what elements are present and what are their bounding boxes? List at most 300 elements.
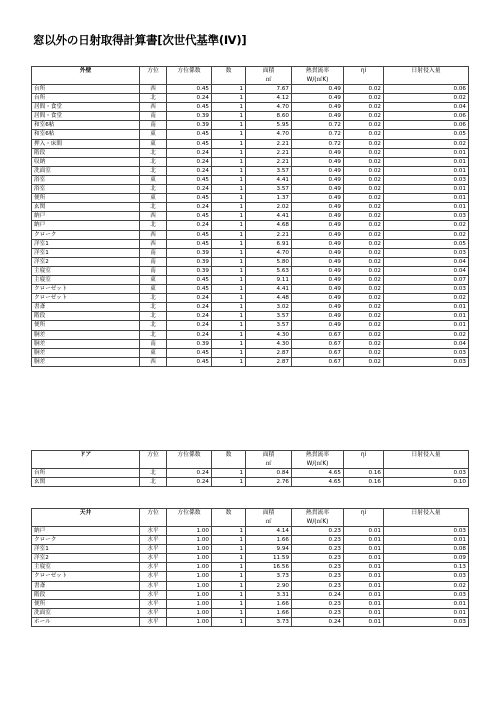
direction-cell: 西 bbox=[140, 230, 167, 239]
area-cell: 5.80 bbox=[246, 257, 292, 266]
room-cell: 胴差 bbox=[32, 330, 140, 339]
table-row bbox=[32, 348, 469, 357]
count-cell: 1 bbox=[212, 554, 246, 563]
gain-cell: 0.06 bbox=[384, 121, 469, 130]
room-cell: 階段 bbox=[32, 312, 140, 321]
header-unit-row bbox=[32, 76, 469, 85]
area-cell: 4.48 bbox=[246, 294, 292, 303]
count-cell: 1 bbox=[212, 312, 246, 321]
area-unit: ㎡ bbox=[246, 76, 292, 85]
eta-cell: 0.02 bbox=[344, 121, 384, 130]
section-header: 天井 bbox=[32, 509, 140, 519]
coef-cell: 0.24 bbox=[167, 303, 212, 312]
eta-cell: 0.02 bbox=[344, 157, 384, 166]
heat-cell: 0.23 bbox=[292, 563, 344, 572]
direction-cell: 北 bbox=[140, 330, 167, 339]
gain-cell: 0.01 bbox=[384, 536, 469, 545]
direction-cell: 南 bbox=[140, 112, 167, 121]
header-row bbox=[32, 67, 469, 77]
room-cell: 洋室2 bbox=[32, 554, 140, 563]
blank-header bbox=[212, 460, 246, 469]
coef-cell: 0.24 bbox=[167, 94, 212, 103]
gain-cell: 0.01 bbox=[384, 312, 469, 321]
area-cell: 2.90 bbox=[246, 581, 292, 590]
eta-cell: 0.02 bbox=[344, 303, 384, 312]
direction-cell: 東 bbox=[140, 175, 167, 184]
direction-cell: 東 bbox=[140, 348, 167, 357]
coef-cell: 1.00 bbox=[167, 617, 212, 626]
heat-cell: 4.65 bbox=[292, 469, 344, 478]
heat-cell: 0.23 bbox=[292, 581, 344, 590]
room-cell: 階段 bbox=[32, 148, 140, 157]
coef-cell: 0.24 bbox=[167, 157, 212, 166]
table-row bbox=[32, 257, 469, 266]
eta-cell: 0.01 bbox=[344, 581, 384, 590]
eta-cell: 0.02 bbox=[344, 166, 384, 175]
count-cell: 1 bbox=[212, 581, 246, 590]
section-table bbox=[31, 450, 469, 487]
room-cell: ホール bbox=[32, 617, 140, 626]
count-cell: 1 bbox=[212, 590, 246, 599]
coef-cell: 0.39 bbox=[167, 112, 212, 121]
gain-cell: 0.04 bbox=[384, 266, 469, 275]
room-cell: クローゼット bbox=[32, 285, 140, 294]
gain-cell: 0.02 bbox=[384, 139, 469, 148]
room-cell: 書斎 bbox=[32, 303, 140, 312]
gain-cell: 0.04 bbox=[384, 339, 469, 348]
eta-cell: 0.02 bbox=[344, 357, 384, 366]
area-cell: 4.12 bbox=[246, 94, 292, 103]
room-cell: 台所 bbox=[32, 85, 140, 94]
area-cell: 3.57 bbox=[246, 185, 292, 194]
heat-cell: 0.49 bbox=[292, 221, 344, 230]
room-cell: 納戸 bbox=[32, 527, 140, 536]
eta-cell: 0.02 bbox=[344, 130, 384, 139]
direction-cell: 西 bbox=[140, 357, 167, 366]
gain-cell: 0.02 bbox=[384, 330, 469, 339]
count-cell: 1 bbox=[212, 527, 246, 536]
coef-cell: 1.00 bbox=[167, 554, 212, 563]
room-cell: 収納 bbox=[32, 157, 140, 166]
gain-cell: 0.10 bbox=[384, 478, 469, 487]
table-row bbox=[32, 212, 469, 221]
heat-cell: 0.49 bbox=[292, 275, 344, 284]
direction-cell: 水平 bbox=[140, 554, 167, 563]
gain-cell: 0.01 bbox=[384, 185, 469, 194]
coef-cell: 1.00 bbox=[167, 563, 212, 572]
coef-cell: 0.45 bbox=[167, 194, 212, 203]
table-row bbox=[32, 148, 469, 157]
area-header: 面積 bbox=[246, 509, 292, 519]
gain-cell: 0.04 bbox=[384, 257, 469, 266]
count-cell: 1 bbox=[212, 608, 246, 617]
area-cell: 7.67 bbox=[246, 85, 292, 94]
eta-cell: 0.01 bbox=[344, 590, 384, 599]
coef-cell: 0.24 bbox=[167, 185, 212, 194]
blank-header bbox=[384, 76, 469, 85]
gain-cell: 0.02 bbox=[384, 294, 469, 303]
coef-cell: 1.00 bbox=[167, 581, 212, 590]
gain-cell: 0.03 bbox=[384, 248, 469, 257]
room-cell: 便所 bbox=[32, 321, 140, 330]
blank-header bbox=[140, 460, 167, 469]
eta-cell: 0.02 bbox=[344, 285, 384, 294]
table-row bbox=[32, 330, 469, 339]
area-cell: 2.87 bbox=[246, 348, 292, 357]
room-cell: クローク bbox=[32, 230, 140, 239]
count-cell: 1 bbox=[212, 203, 246, 212]
count-cell: 1 bbox=[212, 212, 246, 221]
gain-cell: 0.03 bbox=[384, 590, 469, 599]
page-title: 窓以外の日射取得計算書[次世代基準(Ⅳ)] bbox=[33, 33, 247, 47]
room-cell: 和室6帖 bbox=[32, 121, 140, 130]
heat-cell: 0.49 bbox=[292, 303, 344, 312]
coef-cell: 0.39 bbox=[167, 248, 212, 257]
direction-cell: 南 bbox=[140, 248, 167, 257]
count-cell: 1 bbox=[212, 194, 246, 203]
room-cell: 主寝室 bbox=[32, 266, 140, 275]
count-cell: 1 bbox=[212, 599, 246, 608]
eta-cell: 0.01 bbox=[344, 563, 384, 572]
heat-cell: 0.49 bbox=[292, 266, 344, 275]
table-row bbox=[32, 608, 469, 617]
area-cell: 2.21 bbox=[246, 139, 292, 148]
count-cell: 1 bbox=[212, 157, 246, 166]
blank-header bbox=[167, 518, 212, 527]
direction-cell: 北 bbox=[140, 94, 167, 103]
count-cell: 1 bbox=[212, 617, 246, 626]
room-cell: 洗面室 bbox=[32, 608, 140, 617]
table-row bbox=[32, 581, 469, 590]
eta-header: ηi bbox=[344, 451, 384, 461]
coef-cell: 0.39 bbox=[167, 121, 212, 130]
heat-cell: 0.49 bbox=[292, 239, 344, 248]
coef-cell: 0.24 bbox=[167, 148, 212, 157]
count-cell: 1 bbox=[212, 221, 246, 230]
count-cell: 1 bbox=[212, 275, 246, 284]
table-row bbox=[32, 239, 469, 248]
eta-cell: 0.02 bbox=[344, 85, 384, 94]
table-row bbox=[32, 175, 469, 184]
heat-unit: W/(㎡K) bbox=[292, 518, 344, 527]
coef-cell: 1.00 bbox=[167, 599, 212, 608]
section-header: ドア bbox=[32, 451, 140, 461]
coef-cell: 1.00 bbox=[167, 572, 212, 581]
room-cell: 納戸 bbox=[32, 221, 140, 230]
heat-cell: 0.49 bbox=[292, 312, 344, 321]
coef-cell: 0.45 bbox=[167, 212, 212, 221]
count-cell: 1 bbox=[212, 239, 246, 248]
eta-cell: 0.02 bbox=[344, 212, 384, 221]
direction-cell: 東 bbox=[140, 130, 167, 139]
table-row bbox=[32, 85, 469, 94]
eta-cell: 0.02 bbox=[344, 203, 384, 212]
heat-cell: 0.49 bbox=[292, 157, 344, 166]
area-cell: 4.14 bbox=[246, 527, 292, 536]
coef-cell: 0.45 bbox=[167, 239, 212, 248]
count-cell: 1 bbox=[212, 563, 246, 572]
blank-header bbox=[344, 518, 384, 527]
gain-header: 日射侵入量 bbox=[384, 451, 469, 461]
room-cell: 台所 bbox=[32, 94, 140, 103]
direction-cell: 水平 bbox=[140, 590, 167, 599]
gain-cell: 0.01 bbox=[384, 303, 469, 312]
room-cell: クローゼット bbox=[32, 572, 140, 581]
area-cell: 16.56 bbox=[246, 563, 292, 572]
direction-cell: 水平 bbox=[140, 608, 167, 617]
heat-unit: W/(㎡K) bbox=[292, 76, 344, 85]
gain-cell: 0.01 bbox=[384, 148, 469, 157]
room-cell: 階段 bbox=[32, 590, 140, 599]
coef-cell: 0.24 bbox=[167, 312, 212, 321]
gain-header: 日射侵入量 bbox=[384, 67, 469, 77]
room-cell: 便所 bbox=[32, 599, 140, 608]
coef-header: 方位係数 bbox=[167, 509, 212, 519]
blank-header bbox=[32, 460, 140, 469]
gain-cell: 0.01 bbox=[384, 608, 469, 617]
table-row bbox=[32, 617, 469, 626]
table-row bbox=[32, 285, 469, 294]
gain-cell: 0.03 bbox=[384, 175, 469, 184]
room-cell: 浴室 bbox=[32, 185, 140, 194]
blank-header bbox=[344, 76, 384, 85]
direction-cell: 西 bbox=[140, 212, 167, 221]
table-row bbox=[32, 321, 469, 330]
coef-cell: 0.45 bbox=[167, 230, 212, 239]
count-cell: 1 bbox=[212, 294, 246, 303]
header-row bbox=[32, 451, 469, 461]
direction-cell: 北 bbox=[140, 303, 167, 312]
count-cell: 1 bbox=[212, 185, 246, 194]
blank-header bbox=[344, 460, 384, 469]
direction-cell: 水平 bbox=[140, 545, 167, 554]
direction-cell: 南 bbox=[140, 339, 167, 348]
table-row bbox=[32, 312, 469, 321]
heat-cell: 0.67 bbox=[292, 348, 344, 357]
count-cell: 1 bbox=[212, 339, 246, 348]
room-cell: 納戸 bbox=[32, 212, 140, 221]
area-cell: 4.70 bbox=[246, 103, 292, 112]
count-cell: 1 bbox=[212, 103, 246, 112]
coef-cell: 0.45 bbox=[167, 348, 212, 357]
blank-header bbox=[384, 518, 469, 527]
heat-cell: 0.49 bbox=[292, 85, 344, 94]
heat-cell: 0.49 bbox=[292, 230, 344, 239]
area-cell: 8.60 bbox=[246, 112, 292, 121]
count-cell: 1 bbox=[212, 121, 246, 130]
room-cell: 居間・食堂 bbox=[32, 103, 140, 112]
heat-cell: 0.24 bbox=[292, 590, 344, 599]
room-cell: クローゼット bbox=[32, 294, 140, 303]
area-cell: 3.57 bbox=[246, 312, 292, 321]
eta-cell: 0.02 bbox=[344, 266, 384, 275]
heat-cell: 0.49 bbox=[292, 94, 344, 103]
table-row bbox=[32, 112, 469, 121]
area-cell: 3.02 bbox=[246, 303, 292, 312]
coef-cell: 1.00 bbox=[167, 536, 212, 545]
table-row bbox=[32, 103, 469, 112]
heat-cell: 0.72 bbox=[292, 139, 344, 148]
eta-cell: 0.02 bbox=[344, 139, 384, 148]
table-row bbox=[32, 357, 469, 366]
table-row bbox=[32, 221, 469, 230]
blank-header bbox=[212, 76, 246, 85]
direction-cell: 北 bbox=[140, 203, 167, 212]
direction-cell: 東 bbox=[140, 194, 167, 203]
room-cell: 洋室2 bbox=[32, 257, 140, 266]
count-cell: 1 bbox=[212, 85, 246, 94]
table-row bbox=[32, 303, 469, 312]
area-cell: 3.57 bbox=[246, 321, 292, 330]
count-cell: 1 bbox=[212, 94, 246, 103]
heat-cell: 0.49 bbox=[292, 103, 344, 112]
room-cell: 台所 bbox=[32, 469, 140, 478]
direction-cell: 水平 bbox=[140, 617, 167, 626]
gain-cell: 0.01 bbox=[384, 203, 469, 212]
gain-cell: 0.03 bbox=[384, 572, 469, 581]
heat-cell: 0.49 bbox=[292, 248, 344, 257]
coef-cell: 0.45 bbox=[167, 275, 212, 284]
coef-cell: 0.24 bbox=[167, 294, 212, 303]
eta-cell: 0.02 bbox=[344, 330, 384, 339]
gain-cell: 0.05 bbox=[384, 130, 469, 139]
area-cell: 9.11 bbox=[246, 275, 292, 284]
heat-cell: 0.49 bbox=[292, 285, 344, 294]
heat-cell: 0.49 bbox=[292, 112, 344, 121]
count-header: 数 bbox=[212, 67, 246, 77]
count-cell: 1 bbox=[212, 536, 246, 545]
direction-cell: 北 bbox=[140, 157, 167, 166]
heat-cell: 0.49 bbox=[292, 321, 344, 330]
table-row bbox=[32, 130, 469, 139]
direction-header: 方位 bbox=[140, 509, 167, 519]
direction-cell: 西 bbox=[140, 239, 167, 248]
area-cell: 4.41 bbox=[246, 175, 292, 184]
gain-cell: 0.01 bbox=[384, 599, 469, 608]
area-cell: 1.66 bbox=[246, 608, 292, 617]
direction-cell: 北 bbox=[140, 321, 167, 330]
eta-cell: 0.01 bbox=[344, 554, 384, 563]
count-header: 数 bbox=[212, 509, 246, 519]
gain-cell: 0.03 bbox=[384, 617, 469, 626]
eta-cell: 0.02 bbox=[344, 103, 384, 112]
area-cell: 3.73 bbox=[246, 572, 292, 581]
room-cell: 便所 bbox=[32, 194, 140, 203]
coef-cell: 0.39 bbox=[167, 339, 212, 348]
eta-cell: 0.16 bbox=[344, 469, 384, 478]
count-cell: 1 bbox=[212, 130, 246, 139]
heat-cell: 0.23 bbox=[292, 554, 344, 563]
count-cell: 1 bbox=[212, 148, 246, 157]
eta-cell: 0.01 bbox=[344, 572, 384, 581]
eta-cell: 0.02 bbox=[344, 257, 384, 266]
blank-header bbox=[32, 518, 140, 527]
table-row bbox=[32, 590, 469, 599]
table-row bbox=[32, 248, 469, 257]
direction-cell: 北 bbox=[140, 478, 167, 487]
area-cell: 5.63 bbox=[246, 266, 292, 275]
area-cell: 3.57 bbox=[246, 166, 292, 175]
gain-cell: 0.07 bbox=[384, 275, 469, 284]
coef-cell: 0.45 bbox=[167, 357, 212, 366]
heat-cell: 0.49 bbox=[292, 294, 344, 303]
eta-cell: 0.01 bbox=[344, 536, 384, 545]
eta-cell: 0.02 bbox=[344, 112, 384, 121]
direction-cell: 北 bbox=[140, 185, 167, 194]
count-cell: 1 bbox=[212, 285, 246, 294]
direction-header: 方位 bbox=[140, 67, 167, 77]
blank-header bbox=[140, 518, 167, 527]
eta-header: ηi bbox=[344, 67, 384, 77]
gain-cell: 0.03 bbox=[384, 469, 469, 478]
eta-cell: 0.01 bbox=[344, 608, 384, 617]
blank-header bbox=[167, 76, 212, 85]
direction-cell: 西 bbox=[140, 85, 167, 94]
area-cell: 1.66 bbox=[246, 536, 292, 545]
eta-cell: 0.01 bbox=[344, 545, 384, 554]
heat-cell: 0.24 bbox=[292, 617, 344, 626]
heat-cell: 0.49 bbox=[292, 166, 344, 175]
area-cell: 3.73 bbox=[246, 617, 292, 626]
coef-cell: 0.45 bbox=[167, 130, 212, 139]
room-cell: 浴室 bbox=[32, 175, 140, 184]
heat-cell: 0.49 bbox=[292, 185, 344, 194]
gain-cell: 0.03 bbox=[384, 212, 469, 221]
direction-cell: 水平 bbox=[140, 563, 167, 572]
table-row bbox=[32, 157, 469, 166]
count-cell: 1 bbox=[212, 257, 246, 266]
count-header: 数 bbox=[212, 451, 246, 461]
section-table bbox=[31, 508, 469, 627]
header-unit-row bbox=[32, 518, 469, 527]
area-unit: ㎡ bbox=[246, 518, 292, 527]
heat-cell: 0.23 bbox=[292, 527, 344, 536]
eta-cell: 0.02 bbox=[344, 275, 384, 284]
heat-cell: 0.23 bbox=[292, 608, 344, 617]
heat-header: 熱貫流率 bbox=[292, 67, 344, 77]
table-row bbox=[32, 536, 469, 545]
heat-header: 熱貫流率 bbox=[292, 509, 344, 519]
table-row bbox=[32, 139, 469, 148]
count-cell: 1 bbox=[212, 248, 246, 257]
room-cell: 主寝室 bbox=[32, 563, 140, 572]
eta-cell: 0.02 bbox=[344, 312, 384, 321]
gain-cell: 0.03 bbox=[384, 285, 469, 294]
gain-cell: 0.04 bbox=[384, 103, 469, 112]
room-cell: 胴差 bbox=[32, 357, 140, 366]
count-cell: 1 bbox=[212, 348, 246, 357]
gain-header: 日射侵入量 bbox=[384, 509, 469, 519]
room-cell: 書斎 bbox=[32, 581, 140, 590]
table-row bbox=[32, 294, 469, 303]
coef-cell: 0.24 bbox=[167, 478, 212, 487]
table-row bbox=[32, 599, 469, 608]
area-cell: 6.91 bbox=[246, 239, 292, 248]
area-cell: 5.95 bbox=[246, 121, 292, 130]
direction-cell: 東 bbox=[140, 139, 167, 148]
coef-cell: 0.45 bbox=[167, 175, 212, 184]
count-cell: 1 bbox=[212, 166, 246, 175]
table-row bbox=[32, 230, 469, 239]
room-cell: 胴差 bbox=[32, 348, 140, 357]
gain-cell: 0.03 bbox=[384, 357, 469, 366]
section-table bbox=[31, 66, 469, 367]
table-row bbox=[32, 527, 469, 536]
eta-cell: 0.02 bbox=[344, 94, 384, 103]
table-row bbox=[32, 563, 469, 572]
gain-cell: 0.01 bbox=[384, 194, 469, 203]
gain-cell: 0.03 bbox=[384, 527, 469, 536]
